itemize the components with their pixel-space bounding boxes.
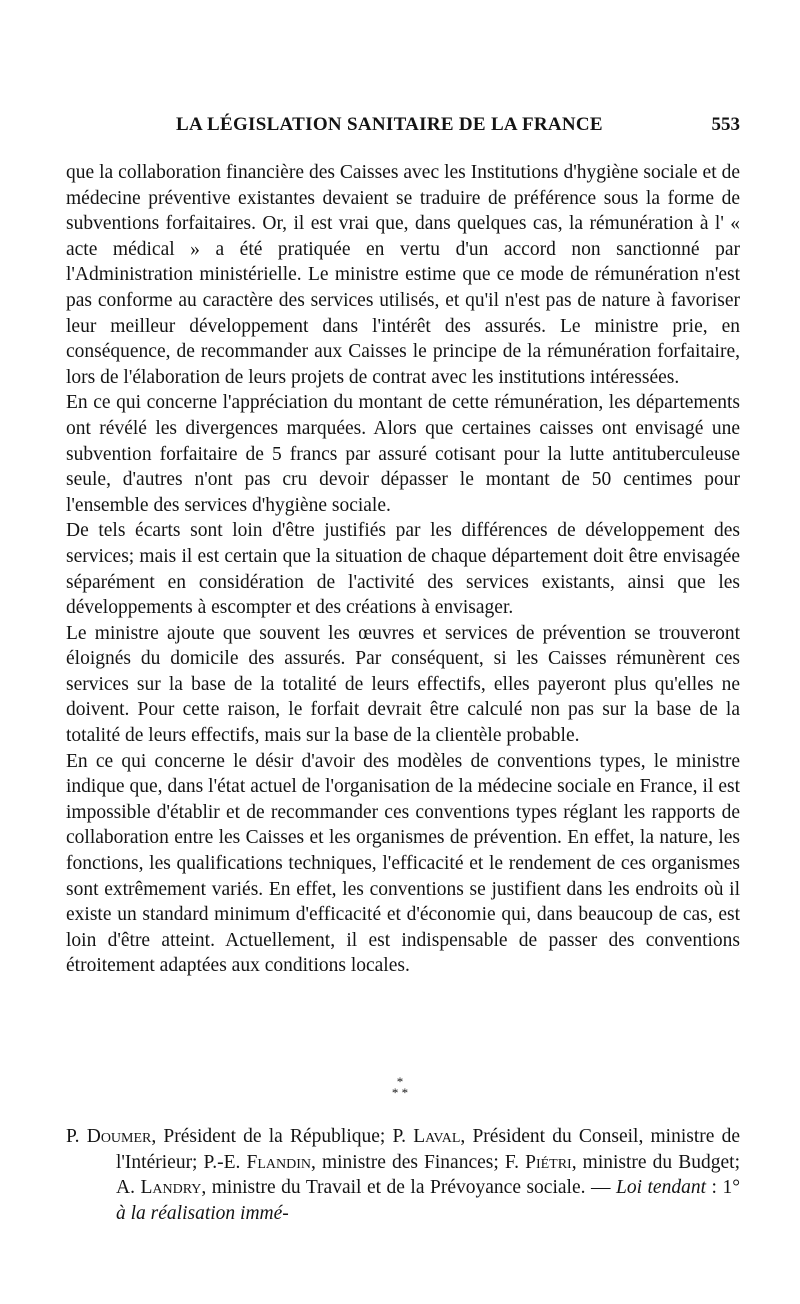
- running-title: LA LÉGISLATION SANITAIRE DE LA FRANCE: [176, 114, 603, 135]
- paragraph: En ce qui concerne l'appréciation du montant de cette rémunération, les départements ont révélé les divergences marquées. Alors que certaines caisses ont envisagé une subvention forfaitaire de 5 francs par assuré cotisant pour la lutte antituberculeuse seule, d'autres n'ont pas cru devoir dépasser le montant de 50 centimes pour l'ensemble des services d'hygiène sociale.: [66, 392, 740, 516]
- paragraph: En ce qui concerne le désir d'avoir des modèles de conventions types, le ministre indique que, dans l'état actuel de l'organisation de la médecine sociale en France, il est impossible d'établir et de recommander ces conventions types réglant les rapports de collaboration entre les Caisses et les organismes de prévention. En effet, la nature, les fonctions, les qualifications techniques, l'efficacité et le rendement de ces organismes sont extrêmement variés. En effet, les conventions se justifient dans les endroits où il existe un standard minimum d'efficacité et d'économie qui, dans beaucoup de cas, est loin d'être atteint. Actuellement, il est indispensable de passer des conventions étroitement adaptées aux conditions locales.: [66, 750, 740, 977]
- law-entry: [66, 1124, 740, 1226]
- law-text: , ministre du Budget; A.: [116, 1151, 740, 1199]
- paragraph: De tels écarts sont loin d'être justifiés par les différences de développement des services; mais il est certain que la situation de chaque département doit être envisagée séparément en considération de l'activité des services existants, ainsi que les développements à escompter et des créations à envisager.: [66, 520, 740, 619]
- running-head: [66, 114, 740, 138]
- body-text: [66, 160, 740, 979]
- signatory-name: Landry: [140, 1177, 202, 1199]
- law-text: , Président du Conseil, ministre de l'Intérieur; P.-E.: [116, 1126, 740, 1173]
- asterism-separator: [0, 1076, 800, 1098]
- paragraph: Le ministre ajoute que souvent les œuvres et services de prévention se trouveront éloignés du domicile des assurés. Par conséquent, si les Caisses rémunèrent ces services sur la base de la totalité de leurs effectifs, elles payeront plus qu'elles ne doivent. Pour cette raison, le forfait devrait être calculé non pas sur la base de la totalité de leurs effectifs, mais sur la base de la clientèle probable.: [66, 622, 740, 747]
- signatory-name: Piétri: [525, 1151, 572, 1173]
- law-title-italic: Loi tendant: [616, 1177, 707, 1199]
- signatory-name: Doumer: [86, 1126, 152, 1147]
- law-entry-text: [66, 1124, 740, 1226]
- page-number: 553: [711, 114, 740, 135]
- paragraph: que la collaboration financière des Caisses avec les Institutions d'hygiène sociale et de médecine préventive existantes devaient se traduire de préférence sous la forme de subventions forfaitaires. Or, il est vrai que, dans quelques cas, la rémunération à l' « acte médical » a été pratiquée en vertu d'un accord non sanctionné par l'Administration ministérielle. Le ministre estime que ce mode de rémunération n'est pas conforme au caractère des services utilisés, et qu'il n'est pas de nature à favoriser leur meilleur développement dans l'intérêt des assurés. Le ministre prie, en conséquence, de recommander aux Caisses le principe de la rémunération forfaitaire, lors de l'élaboration de leurs projets de contrat avec les institutions intéressées.: [66, 162, 740, 388]
- law-text: P.: [66, 1126, 87, 1147]
- law-text: : 1°: [706, 1177, 740, 1199]
- law-title-italic: à la réalisation immé-: [116, 1202, 289, 1224]
- asterism-top: *: [396, 1074, 404, 1089]
- law-text: , Président de la République; P.: [151, 1126, 414, 1147]
- signatory-name: Flandin: [246, 1151, 311, 1173]
- law-text: , ministre du Travail et de la Prévoyance sociale. —: [201, 1177, 616, 1199]
- law-text: , ministre des Finances; F.: [311, 1151, 526, 1173]
- asterism-bottom: * *: [391, 1085, 409, 1100]
- signatory-name: Laval: [413, 1126, 461, 1147]
